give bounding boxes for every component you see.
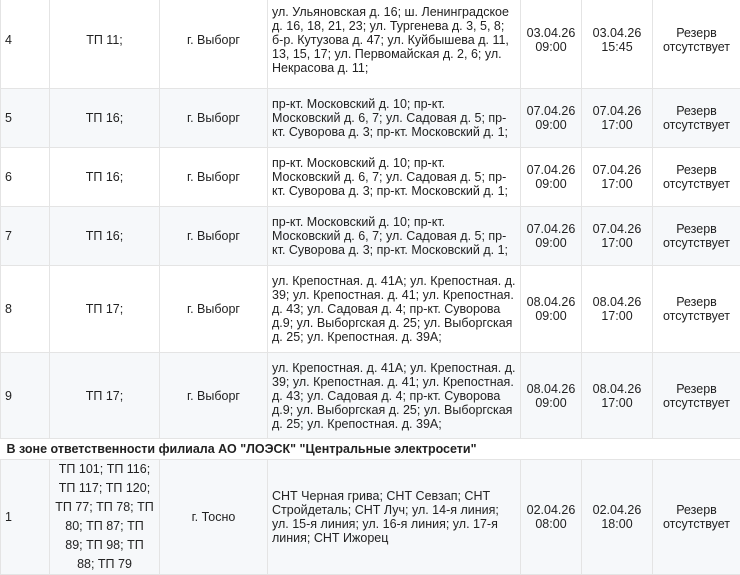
start-datetime-cell: 07.04.26 09:00 — [521, 89, 582, 148]
substation-cell: ТП 16; — [50, 148, 160, 207]
row-number: 5 — [1, 89, 50, 148]
substation-cell: ТП 101; ТП 116; ТП 117; ТП 120; ТП 77; ТП 78; ТП 80; ТП 87; ТП 89; ТП 98; ТП 88; ТП 79 — [50, 460, 160, 575]
address-cell: ул. Крепостная. д. 41А; ул. Крепостная. д. 39; ул. Крепостная. д. 41; ул. Крепостная. д. 43; ул. Садовая д. 4; пр-кт. Суворова д.9; ул. Выборгская д. 25; ул. Выборгская д. 25; ул. Крепостная. д. 39А; — [268, 353, 521, 439]
row-number: 8 — [1, 266, 50, 353]
row-number: 4 — [1, 0, 50, 89]
start-datetime-cell: 08.04.26 09:00 — [521, 353, 582, 439]
reserve-status-cell: Резерв отсутствует — [653, 266, 740, 353]
city-cell: г. Выборг — [160, 89, 268, 148]
address-cell: пр-кт. Московский д. 10; пр-кт. Московский д. 6, 7; ул. Садовая д. 5; пр-кт. Суворова д. 3; пр-кт. Московский д. 1; — [268, 148, 521, 207]
end-datetime-cell: 02.04.26 18:00 — [582, 460, 653, 575]
reserve-status-cell: Резерв отсутствует — [653, 353, 740, 439]
reserve-status-cell: Резерв отсутствует — [653, 207, 740, 266]
start-datetime-cell: 03.04.26 09:00 — [521, 0, 582, 89]
start-datetime-cell: 07.04.26 09:00 — [521, 207, 582, 266]
address-cell: СНТ Черная грива; СНТ Севзап; СНТ Стройдеталь; СНТ Луч; ул. 14-я линия; ул. 15-я линия; ул. 16-я линия; ул. 17-я линия; СНТ Ижорец — [268, 460, 521, 575]
reserve-status-cell: Резерв отсутствует — [653, 0, 740, 89]
end-datetime-cell: 08.04.26 17:00 — [582, 266, 653, 353]
section-title: В зоне ответственности филиала АО "ЛОЭСК" "Центральные электросети" — [1, 439, 740, 460]
start-datetime-cell: 02.04.26 08:00 — [521, 460, 582, 575]
start-datetime-cell: 07.04.26 09:00 — [521, 148, 582, 207]
table-row — [1, 148, 740, 207]
city-cell: г. Тосно — [160, 460, 268, 575]
reserve-status-cell: Резерв отсутствует — [653, 148, 740, 207]
city-cell: г. Выборг — [160, 0, 268, 89]
city-cell: г. Выборг — [160, 353, 268, 439]
address-cell: пр-кт. Московский д. 10; пр-кт. Московский д. 6, 7; ул. Садовая д. 5; пр-кт. Суворова д. 3; пр-кт. Московский д. 1; — [268, 89, 521, 148]
city-cell: г. Выборг — [160, 207, 268, 266]
start-datetime-cell: 08.04.26 09:00 — [521, 266, 582, 353]
address-cell: ул. Ульяновская д. 16; ш. Ленинградское д. 16, 18, 21, 23; ул. Тургенева д. 3, 5, 8; б-р. Кутузова д. 47; ул. Куйбышева д. 11, 13, 15, 17; ул. Первомайская д. 2, 6; ул. Некрасова д. 11; — [268, 0, 521, 89]
table-row — [1, 89, 740, 148]
table-row — [1, 460, 740, 575]
end-datetime-cell: 07.04.26 17:00 — [582, 207, 653, 266]
table-row — [1, 207, 740, 266]
city-cell: г. Выборг — [160, 266, 268, 353]
table-row — [1, 0, 740, 89]
reserve-status-cell: Резерв отсутствует — [653, 89, 740, 148]
row-number: 1 — [1, 460, 50, 575]
table-row — [1, 353, 740, 439]
row-number: 9 — [1, 353, 50, 439]
address-cell: ул. Крепостная. д. 41А; ул. Крепостная. д. 39; ул. Крепостная. д. 41; ул. Крепостная. д. 43; ул. Садовая д. 4; пр-кт. Суворова д.9; ул. Выборгская д. 25; ул. Выборгская д. 25; ул. Крепостная. д. 39А; — [268, 266, 521, 353]
end-datetime-cell: 07.04.26 17:00 — [582, 89, 653, 148]
substation-cell: ТП 11; — [50, 0, 160, 89]
end-datetime-cell: 03.04.26 15:45 — [582, 0, 653, 89]
row-number: 7 — [1, 207, 50, 266]
section-header-row — [1, 439, 740, 460]
end-datetime-cell: 07.04.26 17:00 — [582, 148, 653, 207]
row-number: 6 — [1, 148, 50, 207]
reserve-status-cell: Резерв отсутствует — [653, 460, 740, 575]
substation-cell: ТП 16; — [50, 89, 160, 148]
substation-cell: ТП 17; — [50, 266, 160, 353]
substation-cell: ТП 17; — [50, 353, 160, 439]
substation-cell: ТП 16; — [50, 207, 160, 266]
table-row — [1, 266, 740, 353]
end-datetime-cell: 08.04.26 17:00 — [582, 353, 653, 439]
city-cell: г. Выборг — [160, 148, 268, 207]
address-cell: пр-кт. Московский д. 10; пр-кт. Московский д. 6, 7; ул. Садовая д. 5; пр-кт. Суворова д. 3; пр-кт. Московский д. 1; — [268, 207, 521, 266]
